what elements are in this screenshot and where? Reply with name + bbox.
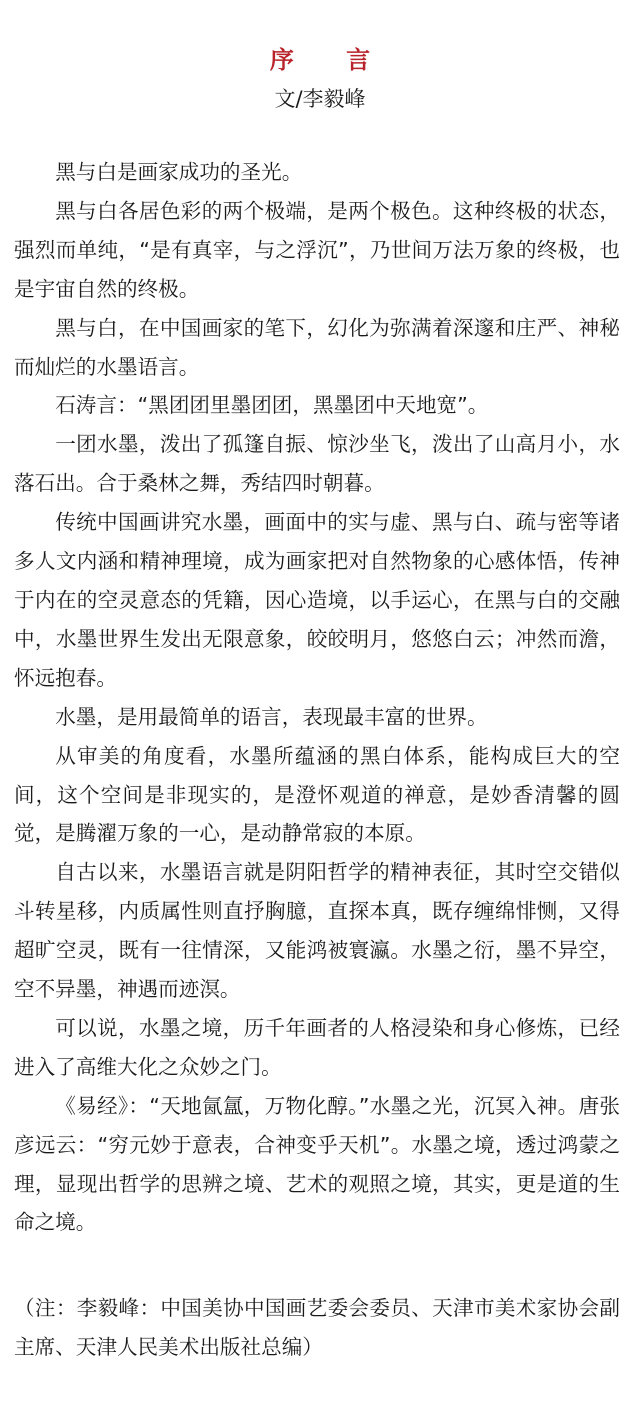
paragraph: 一团水墨，泼出了孤篷自振、惊沙坐飞，泼出了山高月小，水落石出。合于桑林之舞，秀结四时朝暮。 [14, 432, 620, 496]
paragraph: 黑与白，在中国画家的笔下，幻化为弥满着深邃和庄严、神秘而灿烂的水墨语言。 [14, 315, 620, 379]
article-title: 序 言 [269, 46, 393, 74]
paragraph: 可以说，水墨之境，历千年画者的人格浸染和身心修炼，已经进入了高维大化之众妙之门。 [14, 1015, 620, 1079]
paragraph: 传统中国画讲究水墨，画面中的实与虚、黑与白、疏与密等诸多人文内涵和精神理境，成为画家把对自然物象的心感体悟，传神于内在的空灵意态的凭籍，因心造境，以手运心，在黑与白的交融中，水墨世界生发出无限意象，皎皎明月，悠悠白云；冲然而澹，怀远抱春。 [14, 510, 620, 690]
paragraph: 水墨，是用最简单的语言，表现最丰富的世界。 [55, 704, 488, 729]
paragraph: 《易经》：“天地氤氲，万物化醇。”水墨之光，沉冥入神。唐张彦远云：“穷元妙于意表，合神变乎天机”。水墨之境，透过鸿蒙之理，显现出哲学的思辨之境、艺术的观照之境，其实，更是道的生命之境。 [14, 1093, 620, 1235]
paragraph: 黑与白是画家成功的圣光。 [55, 160, 303, 184]
paragraph: 从审美的角度看，水墨所蕴涵的黑白体系，能构成巨大的空间，这个空间是非现实的，是澄怀观道的禅意，是妙香清馨的圆觉，是腾濯万象的一心，是动静常寂的本原。 [14, 743, 620, 846]
article-body [14, 153, 620, 1242]
article-author: 文/李毅峰 [274, 87, 366, 111]
paragraph: 黑与白各居色彩的两个极端，是两个极色。这种终极的状态，强烈而单纯，“是有真宰，与之浮沉”，乃世间万法万象的终极，也是宇宙自然的终极。 [14, 198, 620, 301]
paragraph: 石涛言：“黑团团里墨团团，黑墨团中天地宽”。 [55, 393, 489, 418]
author-note: （注：李毅峰：中国美协中国画艺委会委员、天津市美术家协会副主席、天津人民美术出版社总编） [14, 1296, 620, 1359]
paragraph: 自古以来，水墨语言就是阴阳哲学的精神表征，其时空交错似斗转星移，内质属性则直抒胸臆，直探本真，既存缠绵悱恻，又得超旷空灵，既有一往情深，又能鸿被寰瀛。水墨之衍，墨不异空，空不异墨，神遇而迹溟。 [14, 860, 620, 1002]
